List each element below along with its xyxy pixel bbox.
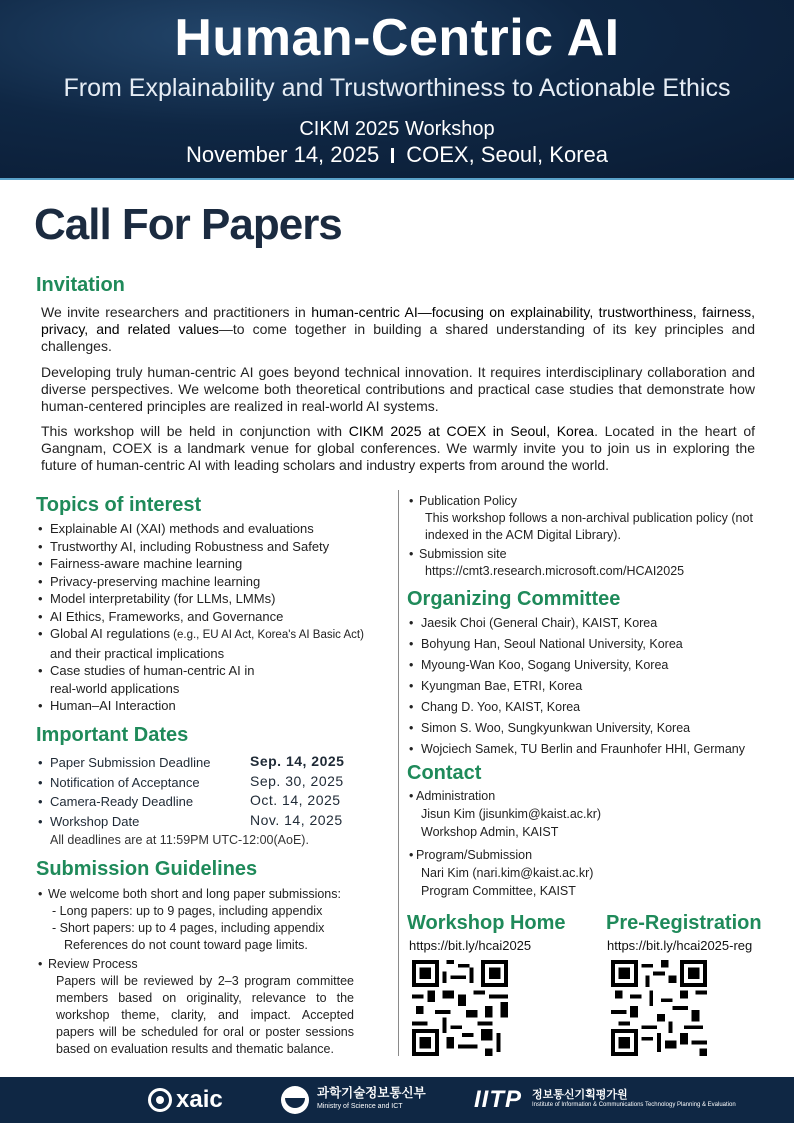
topics-list (38, 520, 393, 715)
review-body: Papers will be reviewed by 2–3 program committee members based on originality, relevance to the workshop theme, clarity, and impact. Accepted papers will be scheduled for oral or poster sessions based on evaluation results and thematic balance. (56, 974, 354, 1056)
msit-name-en: Ministry of Science and ICT (317, 1103, 403, 1110)
text: real-world applications (50, 680, 180, 696)
xaic-logo-text: xaic (176, 1086, 223, 1113)
column-divider (398, 490, 399, 1056)
text: Case studies of human-centric AI in (50, 663, 255, 678)
iitp-name-en: Institute of Information & Communications Technology Planning & Evaluation (532, 1102, 736, 1108)
text: . Located in the heart of Gangnam, COEX is a landmark venue for global conferences. We warmly invite you to join us in exploring the future of human-centric AI with leading scholars and industry experts from around the world. (41, 423, 755, 473)
workshop-home-url[interactable]: https://bit.ly/hcai2025 (409, 938, 532, 953)
program-role: Program Committee, KAIST (421, 884, 576, 898)
iitp-name-ko: 정보통신기획평가원 (532, 1089, 628, 1101)
program-heading: • Program/Submission (409, 846, 769, 864)
date-row (38, 812, 358, 832)
list-item: • Human–AI Interaction (38, 697, 393, 715)
date-value: Sep. 14, 2025 (250, 753, 345, 769)
msit-emblem-icon (281, 1086, 309, 1114)
text: This workshop will be held in conjunction with (41, 423, 349, 439)
list-item: • AI Ethics, Frameworks, and Governance (38, 608, 393, 626)
page-title: Human-Centric AI (174, 9, 620, 67)
call-for-papers-title: Call For Papers (34, 200, 342, 249)
admin-name: Jisun Kim (jisunkim@kaist.ac.kr) (421, 807, 602, 821)
committee-member: • Kyungman Bae, ETRI, Korea (409, 676, 784, 697)
emphasis: CIKM 2025 at COEX in Seoul, Korea (348, 423, 595, 439)
committee-member: • Jaesik Choi (General Chair), KAIST, Korea (409, 613, 784, 634)
committee-heading: Organizing Committee (407, 588, 621, 610)
header-banner (0, 0, 794, 180)
publication-body: This workshop follows a non-archival publication policy (not indexed in the ACM Digital Library). (425, 511, 753, 542)
event-date: November 14, 2025 (185, 142, 380, 167)
short-papers: - Short papers: up to 4 pages, including appendix (52, 921, 325, 935)
admin-role: Workshop Admin, KAIST (421, 825, 559, 839)
iitp-logo (474, 1077, 736, 1123)
msit-logo-text (317, 1087, 426, 1113)
invitation-heading: Invitation (36, 274, 125, 296)
preregistration-heading: Pre-Registration (606, 912, 762, 934)
preregistration-url[interactable]: https://bit.ly/hcai2025-reg (607, 938, 753, 953)
review-block (38, 956, 354, 1058)
submission-site-url[interactable]: https://cmt3.research.microsoft.com/HCAI2025 (425, 564, 685, 578)
dates-table (38, 753, 358, 831)
committee-list (409, 613, 784, 760)
text: Global AI regulations (50, 626, 170, 641)
date-value: Nov. 14, 2025 (250, 811, 343, 828)
publication-heading: • Publication Policy (409, 493, 769, 510)
qr-code-preregistration[interactable] (611, 960, 707, 1056)
date-label: • Workshop Date (50, 814, 139, 829)
date-value: Oct. 14, 2025 (250, 792, 341, 808)
text: We invite researchers and practitioners in (41, 304, 312, 320)
committee-member: • Chang D. Yoo, KAIST, Korea (409, 697, 784, 718)
text: —to come together in building a shared understanding of its key principles and challenges. (41, 321, 756, 354)
guidelines-intro: • We welcome both short and long paper submissions: (38, 886, 378, 903)
contact-heading: Contact (407, 762, 482, 784)
date-value: Sep. 30, 2025 (250, 772, 344, 789)
contact-program (409, 846, 769, 900)
submission-site-block (409, 546, 769, 580)
committee-member: • Wojciech Samek, TU Berlin and Fraunhofer HHI, Germany (409, 739, 784, 760)
committee-member: • Myoung-Wan Koo, Sogang University, Korea (409, 655, 784, 676)
list-item: • Fairness-aware machine learning (38, 555, 393, 573)
committee-member: • Bohyung Han, Seoul National University, Korea (409, 634, 784, 655)
text: and their practical implications (50, 645, 225, 661)
long-papers: - Long papers: up to 9 pages, including appendix (52, 904, 323, 918)
invitation-paragraph-2: Developing truly human-centric AI goes beyond technical innovation. It requires interdisciplinary collaboration and diverse perspectives. We welcome both theoretical contributions and practical case studies that demonstrate how human-centered principles are realized in real-world AI systems. (41, 364, 755, 414)
date-row (38, 773, 358, 793)
submission-site-heading: • Submission site (409, 546, 769, 563)
list-item: • Model interpretability (for LLMs, LMMs) (38, 590, 393, 608)
list-item: • Privacy-preserving machine learning (38, 573, 393, 591)
xaic-logo-icon (148, 1088, 172, 1112)
workshop-name: CIKM 2025 Workshop (299, 118, 495, 140)
msit-logo (281, 1077, 426, 1123)
separator (391, 148, 394, 163)
program-name: Nari Kim (nari.kim@kaist.ac.kr) (421, 866, 594, 880)
msit-name-ko: 과학기술정보통신부 (317, 1086, 426, 1100)
event-location: COEX, Seoul, Korea (406, 142, 608, 167)
admin-heading: • Administration (409, 787, 769, 805)
dates-heading: Important Dates (36, 724, 189, 746)
topics-heading: Topics of interest (36, 494, 202, 516)
invitation-paragraph-1 (41, 304, 755, 355)
page-subtitle: From Explainability and Trustworthiness to Actionable Ethics (63, 74, 731, 102)
list-item: • Explainable AI (XAI) methods and evaluations (38, 520, 393, 538)
list-item (38, 662, 393, 697)
guidelines-heading: Submission Guidelines (36, 858, 258, 880)
date-label: • Paper Submission Deadline (50, 755, 210, 770)
committee-member: • Simon S. Woo, Sungkyunkwan University, Korea (409, 718, 784, 739)
date-label: • Notification of Acceptance (50, 775, 200, 790)
emphasis: human-centric AI—focusing on explainability, trustworthiness, fairness, privacy, and related values (41, 304, 755, 337)
date-row (38, 792, 358, 812)
contact-admin (409, 787, 769, 841)
deadline-note: All deadlines are at 11:59PM UTC-12:00(AoE). (50, 833, 309, 847)
list-item: • Trustworthy AI, including Robustness and Safety (38, 538, 393, 556)
date-label: • Camera-Ready Deadline (50, 794, 193, 809)
footer-bar (0, 1077, 794, 1123)
qr-code-workshop-home[interactable] (412, 960, 508, 1056)
date-row (38, 753, 358, 773)
xaic-logo (148, 1077, 223, 1123)
workshop-home-heading: Workshop Home (407, 912, 566, 934)
publication-block (409, 493, 769, 544)
guidelines-block (38, 886, 378, 954)
review-heading: • Review Process (38, 956, 354, 973)
date-location (0, 142, 794, 168)
list-item (38, 625, 393, 662)
invitation-paragraph-3 (41, 423, 755, 474)
iitp-logo-caption (532, 1090, 736, 1110)
text: (e.g., EU AI Act, Korea's AI Basic Act) (169, 629, 364, 641)
references-note: References do not count toward page limits. (64, 938, 308, 952)
iitp-logo-text: IITP (474, 1086, 523, 1113)
